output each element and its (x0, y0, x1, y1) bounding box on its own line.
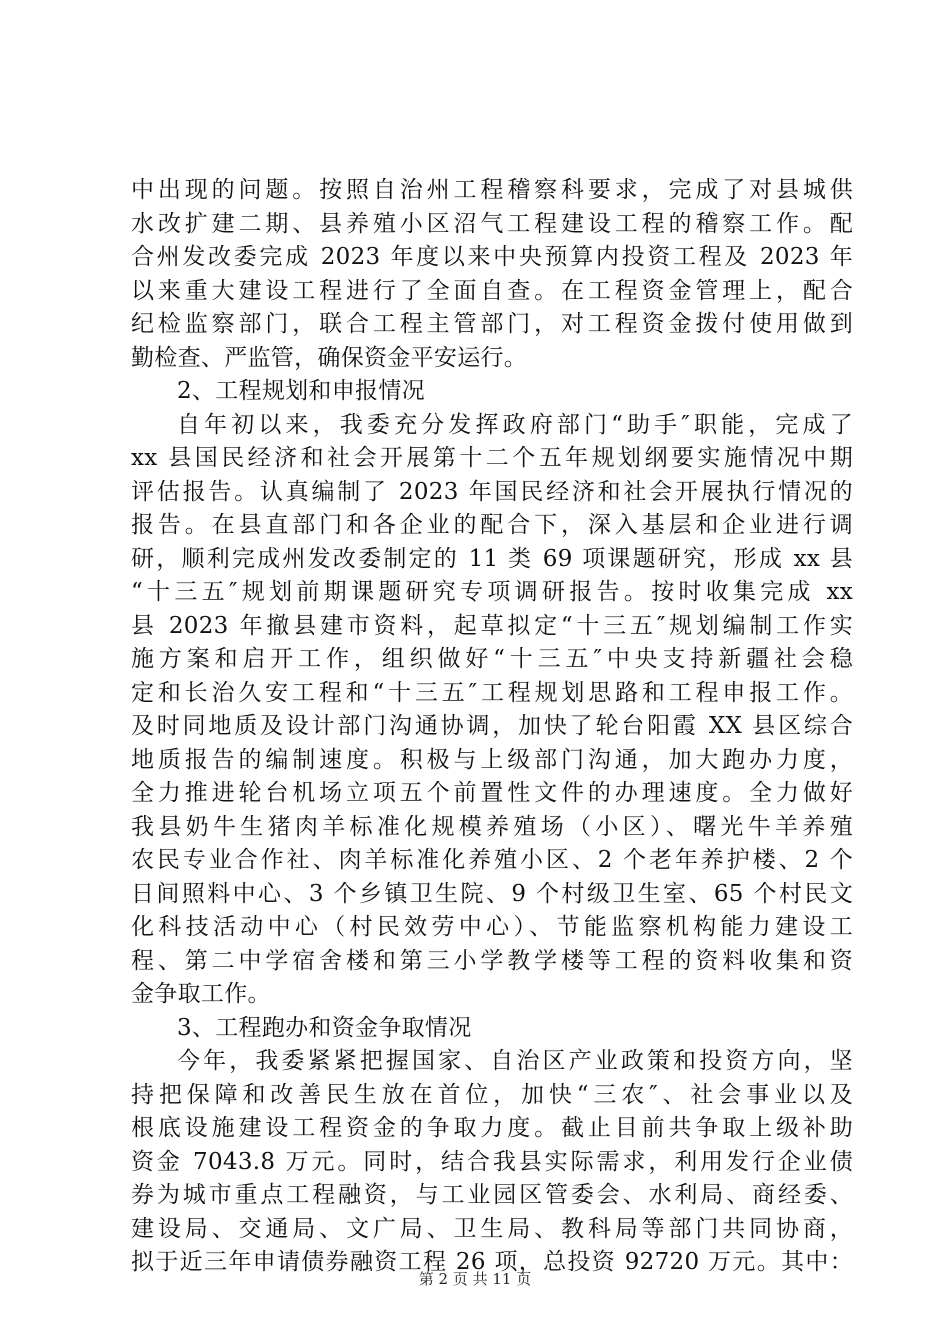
text-line: 施方案和启开工作，组织做好“十三五″中央支持新疆社会稳 (131, 646, 853, 672)
text-line: 我县奶牛生猪肉羊标准化规模养殖场（小区）、曙光牛羊养殖 (131, 813, 853, 840)
text-line: 评估报告。认真编制了 2023 年国民经济和社会开展执行情况的 (131, 478, 853, 505)
text-line: 中出现的问题。按照自治州工程稽察科要求，完成了对县城供 (131, 177, 853, 203)
text-line: 根底设施建设工程资金的争取力度。截止目前共争取上级补助 (131, 1115, 853, 1141)
text-line: 勤检查、严监管，确保资金平安运行。 (131, 344, 528, 371)
text-line: 资金 7043.8 万元。同时，结合我县实际需求，利用发行企业债 (131, 1148, 853, 1175)
text-line: 拟于近三年申请债券融资工程 26 项，总投资 92720 万元。其中： (131, 1249, 853, 1275)
page-footer (0, 1268, 950, 1289)
page-number-label: 第 2 页 共 11 页 (418, 1270, 532, 1288)
text-line: 合州发改委完成 2023 年度以来中央预算内投资工程及 2023 年 (131, 244, 853, 270)
document-body (131, 174, 853, 1280)
text-line: 纪检监察部门，联合工程主管部门，对工程资金拨付使用做到 (131, 311, 853, 337)
text-line: “十三五″规划前期课题研究专项调研报告。按时收集完成 xx (131, 579, 853, 605)
text-line: 研，顺利完成州发改委制定的 11 类 69 项课题研究，形成 xx 县 (131, 545, 853, 572)
text-line: 全力推进轮台机场立项五个前置性文件的办理速度。全力做好 (131, 780, 853, 806)
text-line: 持把保障和改善民生放在首位，加快“三农″、社会事业以及 (131, 1081, 853, 1108)
text-line: 金争取工作。 (131, 981, 271, 1007)
text-line: 县 2023 年撤县建市资料，起草拟定“十三五″规划编制工作实 (131, 612, 853, 639)
text-line: 以来重大建设工程进行了全面自查。在工程资金管理上，配合 (131, 277, 853, 304)
text-line: 定和长治久安工程和“十三五″工程规划思路和工程申报工作。 (131, 679, 853, 706)
section-heading: 3、工程跑办和资金争取情况 (177, 1014, 472, 1041)
text-line: 程、第二中学宿舍楼和第三小学教学楼等工程的资料收集和资 (131, 947, 853, 974)
text-line: 券为城市重点工程融资，与工业园区管委会、水利局、商经委、 (131, 1182, 853, 1208)
text-line: 建设局、交通局、文广局、卫生局、教科局等部门共同协商， (131, 1215, 853, 1242)
text-line: 报告。在县直部门和各企业的配合下，深入基层和企业进行调 (131, 512, 853, 538)
text-line: 农民专业合作社、肉羊标准化养殖小区、2 个老年养护楼、2 个 (131, 847, 853, 873)
text-line: 水改扩建二期、县养殖小区沼气工程建设工程的稽察工作。配 (131, 210, 853, 237)
text-line: 化科技活动中心（村民效劳中心）、节能监察机构能力建设工 (131, 914, 853, 940)
section-heading: 2、工程规划和申报情况 (177, 378, 425, 404)
text-line: 今年，我委紧紧把握国家、自治区产业政策和投资方向，坚 (177, 1048, 853, 1074)
text-line: xx 县国民经济和社会开展第十二个五年规划纲要实施情况中期 (131, 445, 853, 471)
text-line: 地质报告的编制速度。积极与上级部门沟通，加大跑办力度， (131, 746, 853, 773)
text-line: 自年初以来，我委充分发挥政府部门“助手″职能，完成了 (177, 411, 853, 438)
text-line: 及时同地质及设计部门沟通协调，加快了轮台阳霞 XX 县区综合 (131, 713, 853, 739)
text-line: 日间照料中心、3 个乡镇卫生院、9 个村级卫生室、65 个村民文 (131, 880, 853, 907)
